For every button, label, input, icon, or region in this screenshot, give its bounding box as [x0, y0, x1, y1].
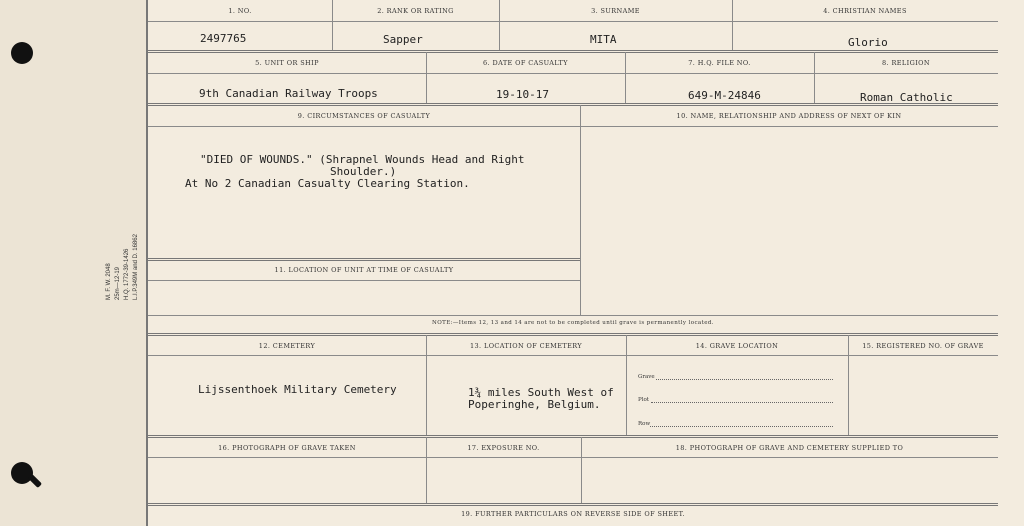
- rule: [848, 335, 849, 435]
- christian-names-value: Glorio: [848, 36, 888, 49]
- rule: [148, 50, 998, 53]
- header-grave-location: 14. GRAVE LOCATION: [695, 342, 779, 350]
- header-cemetery: 12. CEMETERY: [258, 342, 316, 350]
- rank-value: Sapper: [383, 33, 423, 46]
- unit-value: 9th Canadian Railway Troops: [199, 87, 378, 100]
- surname-value: MITA: [590, 33, 617, 46]
- header-exposure-no: 17. EXPOSURE NO.: [467, 444, 540, 452]
- card-stub: [0, 0, 146, 526]
- header-surname: 3. SURNAME: [591, 7, 640, 15]
- casualty-card: [146, 0, 1024, 526]
- date-value: 19-10-17: [496, 88, 549, 101]
- rule: [148, 355, 998, 356]
- rule: [580, 105, 581, 315]
- header-hq-file: 7. H.Q. FILE NO.: [688, 59, 751, 67]
- rule: [148, 315, 998, 316]
- rule: [426, 335, 427, 435]
- rule: [148, 333, 998, 336]
- header-photo-supplied: 18. PHOTOGRAPH OF GRAVE AND CEMETERY SUPPLIED TO: [675, 444, 904, 452]
- rule: [148, 435, 998, 438]
- row-field-label: Row: [638, 421, 651, 427]
- cemetery-location-line-2: Poperinghe, Belgium.: [468, 398, 601, 411]
- circumstances-line-3: At No 2 Canadian Casualty Clearing Station.: [185, 177, 470, 190]
- religion-value: Roman Catholic: [860, 91, 953, 104]
- header-christian-names: 4. CHRISTIAN NAMES: [823, 7, 907, 15]
- header-no: 1. NO.: [228, 7, 252, 15]
- rule: [626, 335, 627, 435]
- footer-further-particulars: 19. FURTHER PARTICULARS ON REVERSE SIDE OF SHEET.: [461, 510, 685, 518]
- rule: [148, 73, 998, 74]
- clip-mark: [28, 474, 42, 488]
- header-unit: 5. UNIT OR SHIP: [255, 59, 319, 67]
- plot-field-line: [651, 402, 833, 403]
- header-location-of-cemetery: 13. LOCATION OF CEMETERY: [469, 342, 583, 350]
- rule: [148, 503, 998, 506]
- header-religion: 8. RELIGION: [882, 59, 930, 67]
- rule: [148, 258, 580, 261]
- grave-field-line: [656, 379, 833, 380]
- row-field-line: [650, 426, 833, 427]
- note-text: NOTE:—Items 12, 13 and 14 are not to be completed until grave is permanently located.: [432, 320, 714, 326]
- rule: [148, 457, 998, 458]
- grave-field-label: Grave: [638, 374, 655, 380]
- circumstances-line-2: Shoulder.): [330, 165, 397, 178]
- cemetery-location-line-1: 1¾ miles South West of: [468, 386, 614, 399]
- header-rank: 2. RANK OR RATING: [377, 7, 454, 15]
- header-registered-no: 15. REGISTERED NO. OF GRAVE: [862, 342, 984, 350]
- rule: [148, 21, 998, 22]
- punch-hole-top: [11, 42, 33, 64]
- plot-field-label: Plot: [638, 397, 649, 403]
- rule: [148, 126, 998, 127]
- header-date: 6. DATE OF CASUALTY: [483, 59, 568, 67]
- hq-file-value: 649-M-24846: [688, 89, 761, 102]
- header-photo-taken: 16. PHOTOGRAPH OF GRAVE TAKEN: [218, 444, 356, 452]
- header-location-of-unit: 11. LOCATION OF UNIT AT TIME OF CASUALTY: [274, 266, 454, 274]
- header-circumstances: 9. CIRCUMSTANCES OF CASUALTY: [297, 112, 431, 120]
- circumstances-line-1: "DIED OF WOUNDS." (Shrapnel Wounds Head and Right: [200, 153, 525, 166]
- header-next-of-kin: 10. NAME, RELATIONSHIP AND ADDRESS OF NEXT OF KIN: [676, 112, 902, 120]
- cemetery-value: Lijssenthoek Military Cemetery: [198, 383, 397, 396]
- stub-print-codes: M. F. W. 2048 25m—12-19 H.Q. 1772-39-1426 L.I.P.349M and D. 16862: [106, 234, 139, 300]
- service-number: 2497765: [200, 32, 247, 45]
- rule: [148, 280, 580, 281]
